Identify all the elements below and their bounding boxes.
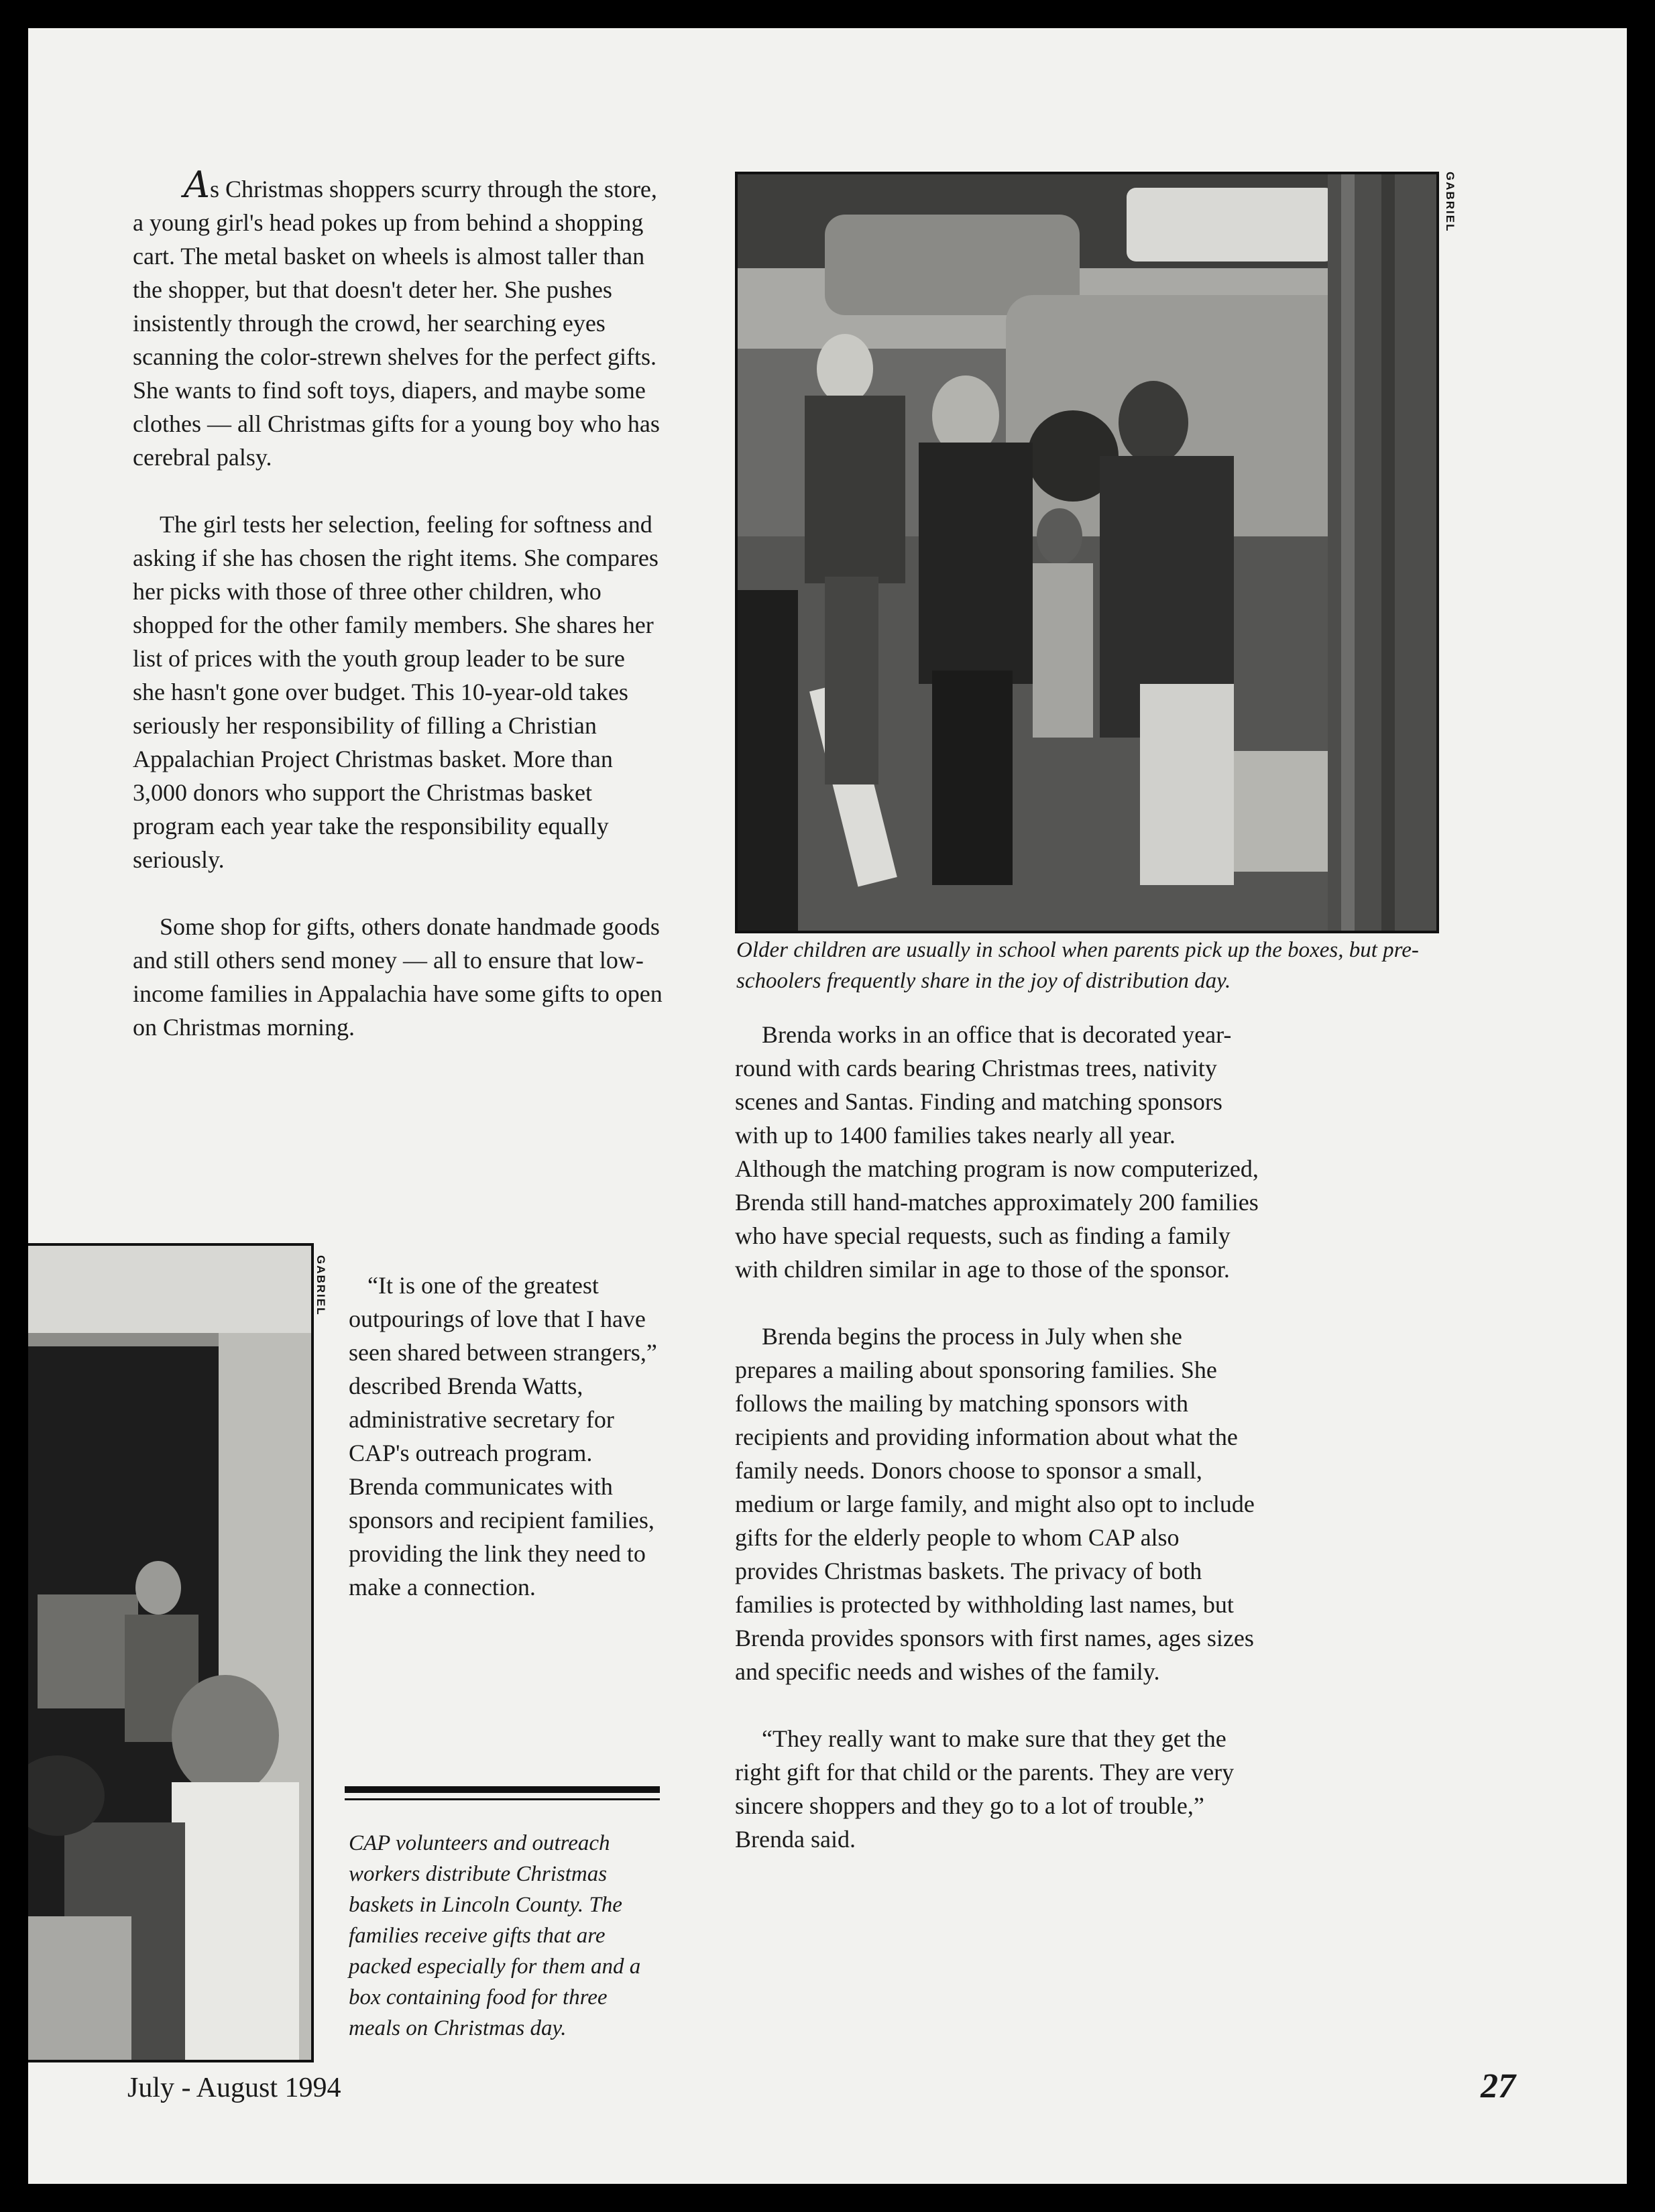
article-paragraph-3: Some shop for gifts, others donate handmade goods and still others send money — all to ensure that low-income families in Appalachia have some gifts to open on Christmas morning. [133, 913, 663, 1041]
article-paragraph-5: Brenda works in an office that is decorated year-round with cards bearing Christmas trees, nativity scenes and Santas. Finding and matching sponsors with up to 1400 families takes nearly all year. Although the matching program is now computerized, Brenda still hand-matches approximately 200 families who have special requests, such as finding a family with children similar in age to those of the sponsor. [735, 1021, 1259, 1283]
article-column-left [133, 164, 663, 1078]
families-photo-image [738, 174, 1436, 931]
caption-rule-thick [345, 1786, 660, 1793]
article-paragraph-2: The girl tests her selection, feeling for softness and asking if she has chosen the right items. She compares her picks with those of three other children, who shopped for the other family members. She shares her list of prices with the youth group leader to be sure she hasn't gone over budget. This 10-year-old takes seriously her responsibility of filling a Christian Appalachian Project Christmas basket. More than 3,000 donors who support the Christmas basket program each year take the responsibility equally seriously. [133, 511, 659, 873]
photo-families-distribution-day [735, 172, 1439, 933]
article-paragraph-1-text: s Christmas shoppers scurry through the store, a young girl's head pokes up from behind a shopping cart. The metal basket on wheels is almost taller than the shopper, but that doesn't deter her. She pushes insistently through the crowd, her searching eyes scanning the color-strewn shelves for the perfect gifts. She wants to find soft toys, diapers, and maybe some clothes — all Christmas gifts for a young boy who has cerebral palsy. [133, 176, 660, 471]
photo-left-credit: GABRIEL [315, 1255, 327, 1316]
volunteers-photo-image [28, 1246, 311, 2060]
drop-initial: A [184, 164, 210, 206]
issue-date: July - August 1994 [127, 2073, 341, 2103]
photo-volunteers-distribution [28, 1243, 314, 2062]
article-column-quote [349, 1269, 668, 1637]
article-paragraph-6: Brenda begins the process in July when she prepares a mailing about sponsoring families. She follows the mailing by matching sponsors with recipients and providing information about what the family needs. Donors choose to sponsor a small, medium or large family, and might also opt to include gifts for the elderly people to whom CAP also provides Christmas baskets. The privacy of both families is protected by withholding last names, but Brenda provides sponsors with first names, ages sizes and specific needs and wishes of the family. [735, 1323, 1255, 1685]
photo-top-credit: GABRIEL [1444, 172, 1457, 233]
caption-rule-thin [345, 1798, 660, 1800]
article-paragraph-1 [133, 164, 663, 474]
photo-left-caption: CAP volunteers and outreach workers distribute Christmas baskets in Lincoln County. The families receive gifts that are packed especially for them and a box containing food for three meals on Christmas day. [349, 1831, 641, 2040]
article-paragraph-7: “They really want to make sure that they get the right gift for that child or the parents. They are very sincere shoppers and they go to a lot of trouble,” Brenda said. [735, 1725, 1235, 1853]
article-column-right [735, 1018, 1265, 1889]
photo-top-caption: Older children are usually in school when parents pick up the boxes, but pre-schoolers frequently share in the joy of distribution day. [736, 938, 1419, 993]
magazine-page [28, 28, 1627, 2184]
page-number: 27 [1481, 2067, 1516, 2105]
article-paragraph-4: “It is one of the greatest outpourings of love that I have seen shared between strangers,” described Brenda Watts, administrative secretary for CAP's outreach program. Brenda communicates with sponsors and recipient families, providing the link they need to make a connection. [349, 1272, 657, 1600]
